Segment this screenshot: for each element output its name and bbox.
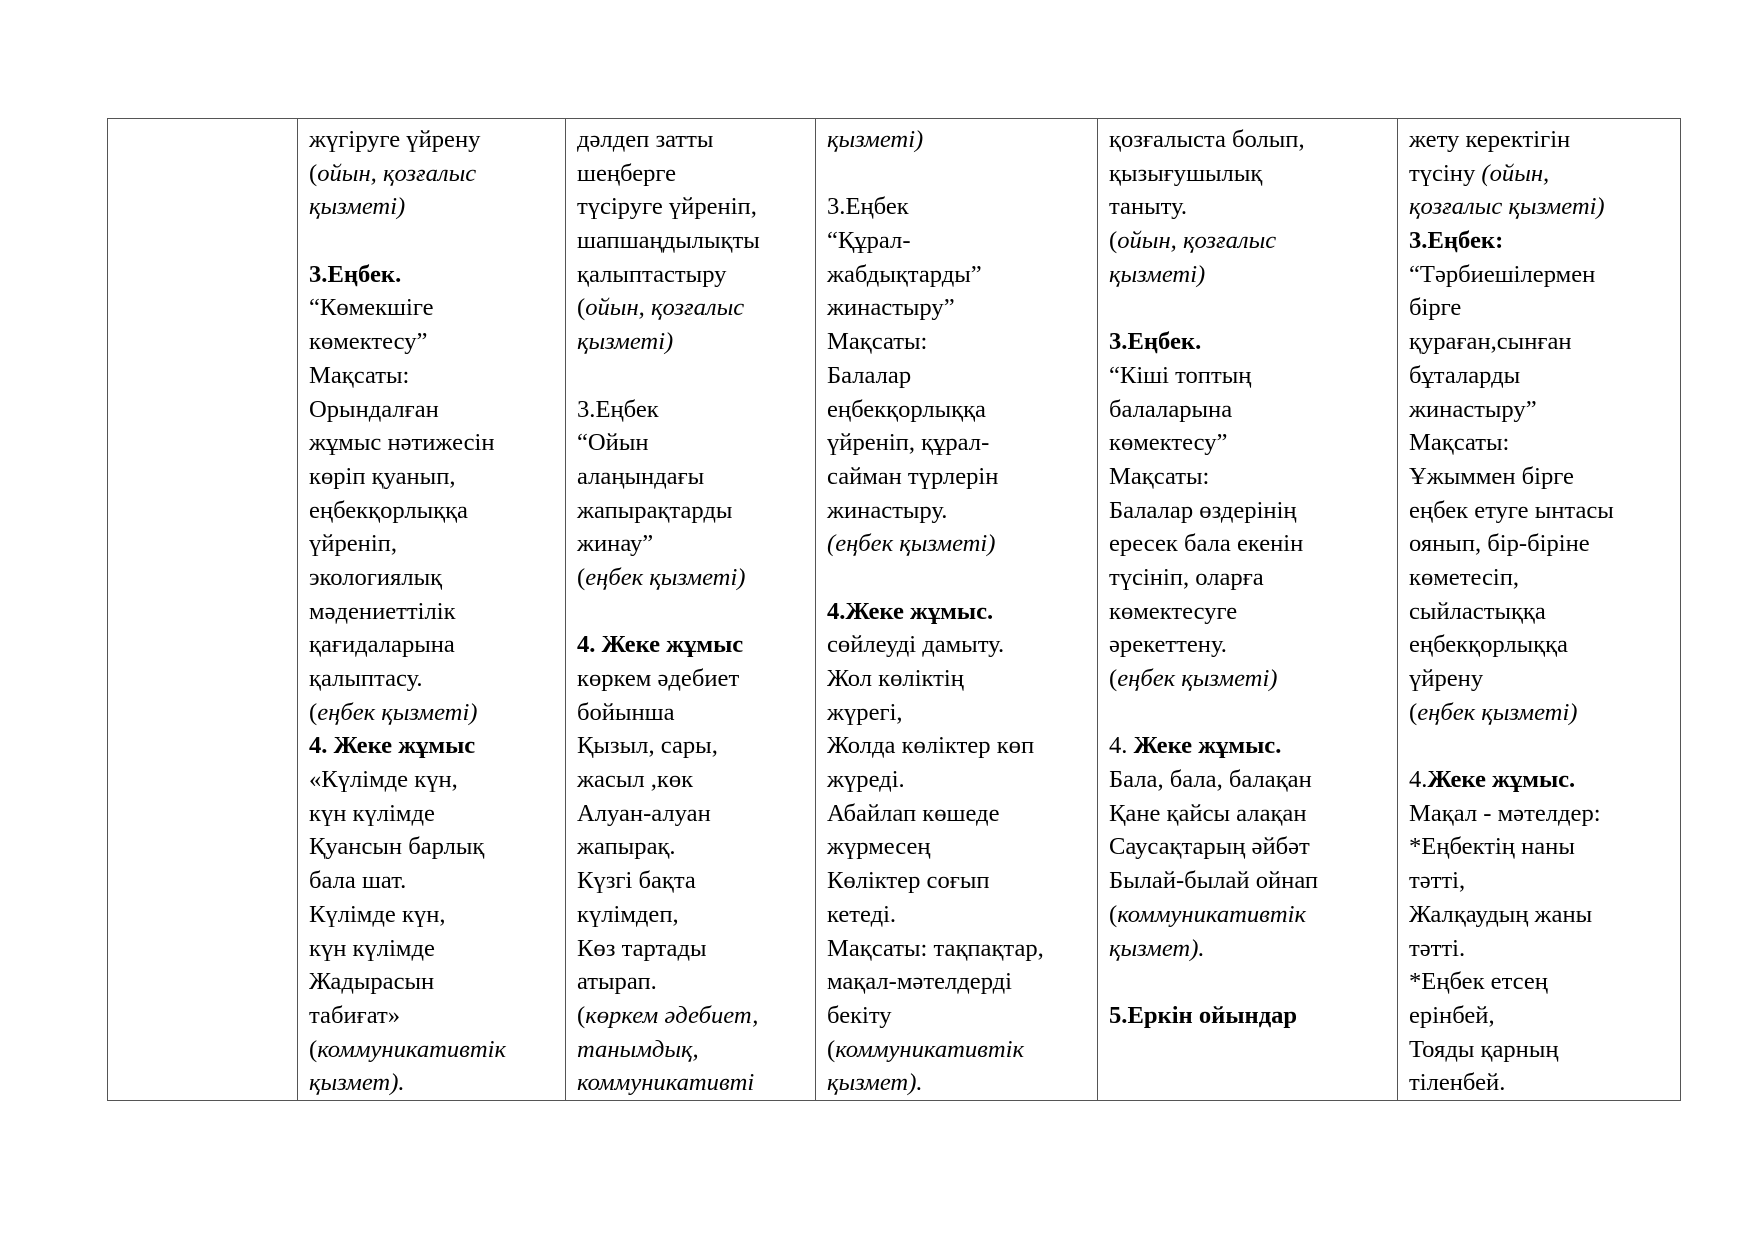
text-segment: қызметі) xyxy=(1109,260,1206,288)
text-line xyxy=(1109,830,1387,864)
text-line xyxy=(309,864,555,898)
text-line xyxy=(577,426,805,460)
text-segment: танымдық, xyxy=(577,1035,699,1063)
text-segment: қызмет). xyxy=(309,1069,405,1097)
text-segment: Орындалған xyxy=(309,395,439,423)
text-line xyxy=(1109,426,1387,460)
text-line xyxy=(309,965,555,999)
text-segment: ( xyxy=(309,159,318,187)
text-line xyxy=(309,763,555,797)
text-segment: 4. Жеке жұмыс xyxy=(309,732,476,760)
text-segment: қызығушылық xyxy=(1109,159,1263,187)
text-segment: ойын, қозғалыс xyxy=(585,294,745,322)
text-line xyxy=(577,123,805,157)
text-line xyxy=(1409,898,1670,932)
text-segment: қызметі) xyxy=(577,328,674,356)
text-segment: еңбекқорлыққа xyxy=(827,395,986,423)
text-segment: Көліктер соғып xyxy=(827,867,990,895)
text-segment: Қане қайсы алақан xyxy=(1109,799,1307,827)
text-segment: Балалар өздерінің xyxy=(1109,496,1297,524)
text-line xyxy=(577,157,805,191)
text-segment: (еңбек қызметі) xyxy=(827,530,996,558)
text-segment: экологиялық xyxy=(309,563,443,591)
text-line xyxy=(309,359,555,393)
text-line xyxy=(1109,393,1387,427)
text-line xyxy=(1109,460,1387,494)
text-line xyxy=(1409,696,1670,730)
text-line xyxy=(577,999,805,1033)
text-segment: үйрену xyxy=(1409,665,1484,692)
text-segment: Мақсаты: xyxy=(1409,429,1510,457)
text-line xyxy=(1409,494,1670,528)
text-segment: қалыптастыру xyxy=(577,260,727,288)
text-line xyxy=(1409,224,1670,258)
text-line xyxy=(309,157,555,191)
text-line xyxy=(309,696,555,730)
text-line xyxy=(309,291,555,325)
text-segment: күлімдеп, xyxy=(577,900,679,928)
text-segment: балаларына xyxy=(1109,395,1233,423)
text-segment: ( xyxy=(577,563,586,591)
text-segment: еңбекқорлыққа xyxy=(309,496,468,524)
text-line xyxy=(1409,662,1670,696)
text-line xyxy=(827,864,1087,898)
text-segment: қағидаларына xyxy=(309,631,455,659)
table-cell-6 xyxy=(1398,119,1681,1101)
text-segment: тәтті. xyxy=(1409,934,1466,962)
text-segment: Саусақтарың әйбәт xyxy=(1109,833,1310,861)
text-segment: жинастыру” xyxy=(1409,395,1537,423)
text-segment: коммуникативті xyxy=(577,1069,755,1097)
text-line xyxy=(1109,527,1387,561)
text-segment: қызметі) xyxy=(827,126,924,153)
text-segment: сыйластыққа xyxy=(1409,597,1546,625)
text-segment: “Кіші топтың xyxy=(1109,361,1252,389)
text-line xyxy=(1409,595,1670,629)
text-segment: көріп қуанып, xyxy=(309,462,456,490)
text-line xyxy=(1109,628,1387,662)
text-segment: жабдықтарды” xyxy=(827,260,982,288)
text-segment: қызмет). xyxy=(827,1069,923,1097)
text-line xyxy=(309,898,555,932)
text-line xyxy=(309,999,555,1033)
text-segment: 4. xyxy=(1409,766,1428,794)
text-line xyxy=(1109,258,1387,292)
text-line xyxy=(1109,123,1387,157)
text-line xyxy=(577,830,805,864)
text-line xyxy=(827,595,1087,629)
text-line xyxy=(1409,258,1670,292)
text-segment: жинастыру” xyxy=(827,294,955,322)
text-segment: 3.Еңбек. xyxy=(309,260,402,288)
text-line xyxy=(577,662,805,696)
text-line xyxy=(309,595,555,629)
text-line xyxy=(577,561,805,595)
text-line xyxy=(827,157,1087,191)
text-segment: үйреніп, xyxy=(309,530,397,558)
text-line xyxy=(577,527,805,561)
text-line xyxy=(1109,291,1387,325)
text-line xyxy=(1109,898,1387,932)
text-segment: 5.Еркін ойындар xyxy=(1109,1001,1298,1029)
text-segment: Көз тартады xyxy=(577,934,707,962)
text-segment: шеңберге xyxy=(577,159,677,187)
text-line xyxy=(1409,561,1670,595)
text-line xyxy=(577,729,805,763)
text-segment: 3.Еңбек. xyxy=(1109,328,1202,356)
text-line xyxy=(309,830,555,864)
text-line xyxy=(827,999,1087,1033)
text-segment: мақал-мәтелдерді xyxy=(827,968,1013,996)
text-line xyxy=(1109,359,1387,393)
text-line xyxy=(577,494,805,528)
table-cell-5 xyxy=(1098,119,1398,1101)
daily-plan-table xyxy=(107,118,1681,1101)
text-segment: еңбекқорлыққа xyxy=(1409,631,1568,659)
text-segment: Жол көліктің xyxy=(827,665,964,692)
text-line xyxy=(827,561,1087,595)
text-segment: (ойын, xyxy=(1481,159,1550,187)
text-segment: Тояды қарның xyxy=(1409,1035,1559,1063)
text-segment: 3.Еңбек: xyxy=(1409,227,1504,255)
text-segment: қозғалыста болып, xyxy=(1109,126,1305,153)
text-line xyxy=(827,494,1087,528)
text-line xyxy=(1409,729,1670,763)
text-line xyxy=(309,1066,555,1100)
text-segment: сайман түрлерін xyxy=(827,462,999,490)
text-line xyxy=(827,729,1087,763)
text-segment: оянып, бір-біріне xyxy=(1409,530,1590,558)
text-line xyxy=(827,628,1087,662)
text-segment: ( xyxy=(1409,698,1418,726)
text-line xyxy=(309,325,555,359)
text-segment: ( xyxy=(577,294,586,322)
text-line xyxy=(827,325,1087,359)
text-line xyxy=(309,460,555,494)
text-line xyxy=(1109,595,1387,629)
text-segment: көмектесу” xyxy=(309,328,428,356)
text-segment: *Еңбек етсең xyxy=(1409,968,1548,996)
text-segment: 3.Еңбек xyxy=(827,193,909,221)
text-line xyxy=(1409,460,1670,494)
text-line xyxy=(309,258,555,292)
text-segment: жету керектігін xyxy=(1409,126,1571,153)
text-segment: көркем әдебиет xyxy=(577,665,740,692)
text-line xyxy=(1109,190,1387,224)
text-segment: күн күлімде xyxy=(309,934,435,962)
text-segment: кетеді. xyxy=(827,900,897,928)
text-segment: Мақсаты: xyxy=(827,328,928,356)
text-line xyxy=(827,1033,1087,1067)
text-line xyxy=(577,258,805,292)
text-line xyxy=(577,1066,805,1100)
text-line xyxy=(309,1033,555,1067)
text-segment: ерінбей, xyxy=(1409,1001,1495,1029)
text-line xyxy=(577,393,805,427)
text-line xyxy=(1409,1066,1670,1100)
text-segment: жинастыру. xyxy=(827,496,948,524)
text-line xyxy=(1109,662,1387,696)
text-segment: қалыптасу. xyxy=(309,665,423,692)
text-segment: жүрегі, xyxy=(827,698,903,726)
text-segment: ( xyxy=(577,1001,586,1029)
text-segment: еңбек қызметі) xyxy=(317,698,478,726)
text-segment: мәдениеттілік xyxy=(309,597,456,625)
text-segment: Қызыл, сары, xyxy=(577,732,718,760)
text-line xyxy=(577,460,805,494)
text-segment: *Еңбектің наны xyxy=(1409,833,1575,861)
text-segment: қозғалыс қызметі) xyxy=(1409,193,1605,221)
text-line xyxy=(827,359,1087,393)
text-segment: Мақсаты: xyxy=(309,361,410,389)
text-segment: Қуансын барлық xyxy=(309,833,485,861)
text-line xyxy=(1109,224,1387,258)
text-segment: “Тәрбиешілермен xyxy=(1409,260,1596,288)
text-segment: көмектесу” xyxy=(1109,429,1228,457)
text-line xyxy=(1109,729,1387,763)
text-line xyxy=(309,561,555,595)
text-line xyxy=(1109,157,1387,191)
text-line xyxy=(1109,325,1387,359)
text-segment: жинау” xyxy=(577,530,654,558)
text-segment: таныту. xyxy=(1109,193,1188,221)
text-segment: бойынша xyxy=(577,698,675,726)
text-line xyxy=(1409,426,1670,460)
text-line xyxy=(827,224,1087,258)
text-line xyxy=(1409,325,1670,359)
text-segment: жапырақ. xyxy=(577,833,676,861)
text-segment: 3.Еңбек xyxy=(577,395,659,423)
table-cell-2 xyxy=(298,119,566,1101)
text-line xyxy=(1109,561,1387,595)
text-line xyxy=(309,426,555,460)
text-segment: алаңындағы xyxy=(577,462,705,490)
text-segment: ойын, қозғалыс xyxy=(317,159,477,187)
text-line xyxy=(577,696,805,730)
text-segment: “Көмекшіге xyxy=(309,294,434,322)
text-line xyxy=(1109,797,1387,831)
text-segment: еңбек қызметі) xyxy=(1117,665,1278,692)
text-segment: коммуникативтік xyxy=(1117,900,1306,928)
text-segment: ( xyxy=(1109,665,1118,692)
text-segment: күн күлімде xyxy=(309,799,435,827)
text-segment: Абайлап көшеде xyxy=(827,799,1000,827)
text-segment: еңбек қызметі) xyxy=(1417,698,1578,726)
text-line xyxy=(309,527,555,561)
text-line xyxy=(577,763,805,797)
text-line xyxy=(827,123,1087,157)
text-segment: “Ойын xyxy=(577,429,649,457)
text-line xyxy=(1109,494,1387,528)
text-line xyxy=(309,932,555,966)
text-segment: Мақал - мәтелдер: xyxy=(1409,799,1601,827)
text-segment: үйреніп, құрал- xyxy=(827,429,990,457)
text-line xyxy=(1109,864,1387,898)
text-line xyxy=(577,359,805,393)
text-line xyxy=(309,662,555,696)
text-line xyxy=(577,797,805,831)
text-segment: «Күлімде күн, xyxy=(309,766,458,794)
text-line xyxy=(827,426,1087,460)
text-line xyxy=(827,393,1087,427)
text-line xyxy=(1409,763,1670,797)
text-line xyxy=(1409,393,1670,427)
text-segment: жапырақтарды xyxy=(577,496,733,524)
text-segment: қураған,сынған xyxy=(1409,328,1572,356)
text-line xyxy=(577,628,805,662)
text-line xyxy=(827,258,1087,292)
text-line xyxy=(827,898,1087,932)
text-segment: әрекеттену. xyxy=(1109,631,1227,659)
text-segment: бекіту xyxy=(827,1001,892,1029)
table-cell-3 xyxy=(566,119,816,1101)
text-line xyxy=(577,325,805,359)
text-segment: Жолда көліктер көп xyxy=(827,732,1035,760)
text-line xyxy=(827,190,1087,224)
text-segment: түсініп, оларға xyxy=(1109,563,1264,591)
text-segment: “Құрал- xyxy=(827,227,911,255)
text-line xyxy=(309,628,555,662)
text-line xyxy=(827,932,1087,966)
text-segment: 4.Жеке жұмыс. xyxy=(827,597,994,625)
text-segment: көметесіп, xyxy=(1409,563,1520,591)
text-line xyxy=(577,965,805,999)
text-segment: 4. xyxy=(1109,732,1134,760)
text-line xyxy=(309,123,555,157)
text-line xyxy=(1409,359,1670,393)
text-line xyxy=(1409,797,1670,831)
text-line xyxy=(577,595,805,629)
text-segment: қызмет). xyxy=(1109,934,1205,962)
text-segment: Күзгі бақта xyxy=(577,867,696,895)
text-segment: Жеке жұмыс. xyxy=(1133,732,1282,760)
text-line xyxy=(1409,157,1670,191)
table-cell-1 xyxy=(108,119,298,1101)
text-segment: бірге xyxy=(1409,294,1462,322)
text-line xyxy=(1409,123,1670,157)
text-line xyxy=(577,864,805,898)
text-segment: ( xyxy=(1109,227,1118,255)
text-line xyxy=(827,696,1087,730)
text-segment: Күлімде күн, xyxy=(309,900,446,928)
text-segment: жүрмесең xyxy=(827,833,931,861)
text-segment: жүгіруге үйрену xyxy=(309,126,481,153)
text-line xyxy=(309,393,555,427)
table-cell-4 xyxy=(816,119,1098,1101)
text-segment: түсіруге үйреніп, xyxy=(577,193,757,221)
text-segment: Былай-былай ойнап xyxy=(1109,867,1319,895)
text-segment: ( xyxy=(1109,900,1118,928)
text-segment: ( xyxy=(827,1035,836,1063)
table-row xyxy=(108,119,1681,1101)
text-segment: 4. Жеке жұмыс xyxy=(577,631,744,659)
text-segment: еңбек қызметі) xyxy=(585,563,746,591)
text-line xyxy=(827,965,1087,999)
text-line xyxy=(1109,999,1387,1033)
text-segment: жұмыс нәтижесін xyxy=(309,429,495,457)
text-segment: Бала, бала, балақан xyxy=(1109,766,1312,794)
text-segment: Алуан-алуан xyxy=(577,799,711,827)
text-line xyxy=(577,291,805,325)
text-line xyxy=(827,291,1087,325)
text-segment: ( xyxy=(309,1035,318,1063)
text-line xyxy=(1109,965,1387,999)
text-line xyxy=(1409,965,1670,999)
text-segment: жасыл ,көк xyxy=(577,766,694,794)
text-line xyxy=(827,460,1087,494)
text-line xyxy=(1109,932,1387,966)
text-segment: ересек бала екенін xyxy=(1109,530,1304,558)
text-segment: Мақсаты: xyxy=(1109,462,1210,490)
text-segment: коммуникативтік xyxy=(835,1035,1024,1063)
text-segment: сөйлеуді дамыту. xyxy=(827,631,1005,659)
text-segment: бұталарды xyxy=(1409,361,1521,389)
text-segment: Мақсаты: тақпақтар, xyxy=(827,934,1044,962)
text-line xyxy=(1409,830,1670,864)
text-line xyxy=(1109,696,1387,730)
text-line xyxy=(309,729,555,763)
text-line xyxy=(577,224,805,258)
text-segment: ( xyxy=(309,698,318,726)
text-line xyxy=(827,527,1087,561)
text-line xyxy=(1409,628,1670,662)
text-line xyxy=(827,662,1087,696)
text-segment: Жадырасын xyxy=(309,968,435,996)
text-segment: дәлдеп затты xyxy=(577,126,714,153)
text-line xyxy=(577,932,805,966)
text-line xyxy=(1109,763,1387,797)
text-segment: бала шат. xyxy=(309,867,407,895)
text-segment: түсіну xyxy=(1409,159,1482,187)
text-line xyxy=(309,224,555,258)
text-line xyxy=(577,898,805,932)
text-segment: көркем әдебиет, xyxy=(585,1001,759,1029)
text-line xyxy=(309,494,555,528)
text-segment: атырап. xyxy=(577,968,657,996)
text-line xyxy=(1409,932,1670,966)
text-line xyxy=(827,1066,1087,1100)
text-segment: еңбек етуге ынтасы xyxy=(1409,496,1614,524)
text-segment: Балалар xyxy=(827,361,912,389)
text-line xyxy=(1409,527,1670,561)
text-segment: Ұжыммен бірге xyxy=(1409,462,1574,490)
text-line xyxy=(309,190,555,224)
text-line xyxy=(827,797,1087,831)
text-line xyxy=(1409,864,1670,898)
text-segment: шапшаңдылықты xyxy=(577,227,760,255)
text-segment: тәтті, xyxy=(1409,867,1466,895)
text-segment: ойын, қозғалыс xyxy=(1117,227,1277,255)
text-line xyxy=(577,1033,805,1067)
text-segment: көмектесуге xyxy=(1109,597,1238,625)
text-segment: табиғат» xyxy=(309,1001,401,1029)
text-line xyxy=(827,763,1087,797)
text-segment: Жеке жұмыс. xyxy=(1427,766,1576,794)
text-line xyxy=(1409,1033,1670,1067)
text-line xyxy=(1409,999,1670,1033)
text-line xyxy=(1409,291,1670,325)
text-line xyxy=(1409,190,1670,224)
text-segment: коммуникативтік xyxy=(317,1035,506,1063)
text-segment: жүреді. xyxy=(827,766,905,794)
text-line xyxy=(309,797,555,831)
text-segment: Жалқаудың жаны xyxy=(1409,900,1593,928)
text-segment: тіленбей. xyxy=(1409,1069,1506,1097)
text-line xyxy=(577,190,805,224)
text-line xyxy=(827,830,1087,864)
text-segment: қызметі) xyxy=(309,193,406,221)
